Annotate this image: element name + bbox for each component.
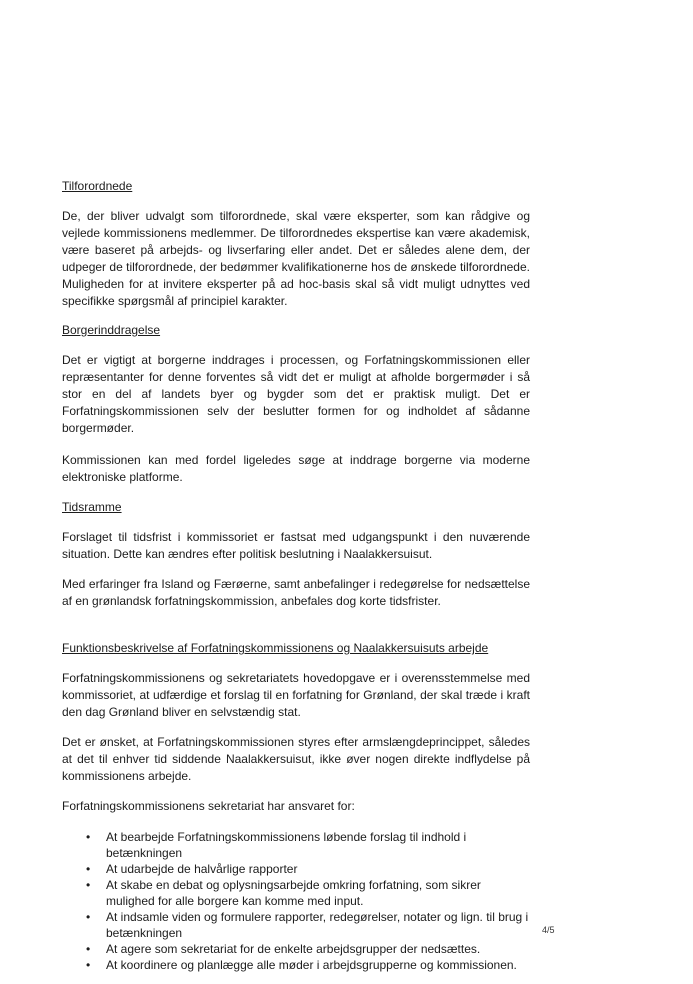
section-heading-tidsramme: Tidsramme: [62, 500, 122, 514]
paragraph: Forfatningskommissionens sekretariat har ansvaret for:: [62, 799, 355, 813]
page-content: [62, 178, 530, 973]
list-item: [86, 861, 530, 877]
page-number: 4/5: [542, 925, 555, 935]
bullet-icon: •: [86, 830, 91, 844]
responsibility-list: [62, 829, 530, 973]
paragraph: Det er vigtigt at borgerne inddrages i processen, og Forfatningskommissionen eller repræsentanter for denne forventes så vidt det er muligt at afholde borgermøder i så stor en del af landets byer og bygder som det er praktisk muligt. Det er Forfatningskommissionen selv der beslutter formen for og indholdet af sådanne borgermøder.: [62, 353, 530, 435]
paragraph: De, der bliver udvalgt som tilforordnede, skal være eksperter, som kan rådgive og vejlede kommissionens medlemmer. De tilforordnedes ekspertise kan være akademisk, være baseret på arbejds- og livserfaring eller andet. Det er således alene dem, der udpeger de tilforordnede, der bedømmer kvalifikationerne hos de ønskede tilforordnede. Muligheden for at invitere eksperter på ad hoc-basis skal så vidt muligt udnyttes ved specifikke spørgsmål af principiel karakter.: [62, 209, 530, 308]
list-item-text: At agere som sekretariat for de enkelte arbejdsgrupper der nedsættes.: [106, 942, 481, 956]
bullet-icon: •: [86, 862, 91, 876]
list-item-text: At bearbejde Forfatningskommissionens løbende forslag til indhold i betænkningen: [106, 830, 467, 860]
list-item-text: At indsamle viden og formulere rapporter, redegørelser, notater og lign. til brug i betænkningen: [106, 910, 529, 940]
paragraph: Kommissionen kan med fordel ligeledes søge at inddrage borgerne via moderne elektroniske platforme.: [62, 453, 530, 484]
paragraph: Forslaget til tidsfrist i kommissoriet er fastsat med udgangspunkt i den nuværende situation. Dette kan ændres efter politisk beslutning i Naalakkersuisut.: [62, 530, 530, 561]
section-heading-tilforordnede: Tilforordnede: [62, 179, 133, 193]
bullet-icon: •: [86, 958, 91, 972]
list-item: [86, 829, 530, 861]
list-item: [86, 957, 530, 973]
section-heading-borgerinddragelse: Borgerinddragelse: [62, 323, 161, 337]
bullet-icon: •: [86, 942, 91, 956]
paragraph: Forfatningskommissionens og sekretariatets hovedopgave er i overensstemmelse med kommissoriet, at udfærdige et forslag til en forfatning for Grønland, der skal træde i kraft den dag Grønland bliver en selvstændig stat.: [62, 671, 530, 719]
list-item: [86, 877, 530, 909]
list-item: [86, 909, 530, 941]
list-item-text: At udarbejde de halvårlige rapporter: [106, 862, 298, 876]
paragraph: Med erfaringer fra Island og Færøerne, samt anbefalinger i redegørelse for nedsættelse af en grønlandsk forfatningskommission, anbefales dog korte tidsfrister.: [62, 577, 530, 608]
list-item-text: At skabe en debat og oplysningsarbejde omkring forfatning, som sikrer mulighed for alle borgere kan komme med input.: [106, 878, 481, 908]
list-item-text: At koordinere og planlægge alle møder i arbejdsgrupperne og kommissionen.: [106, 958, 517, 972]
bullet-icon: •: [86, 878, 91, 892]
list-item: [86, 941, 530, 957]
paragraph: Det er ønsket, at Forfatningskommissionen styres efter armslængdeprincippet, således at det til enhver tid siddende Naalakkersuisut, ikke øver nogen direkte indflydelse på kommissionens arbejde.: [62, 735, 530, 783]
section-heading-funktionsbeskrivelse: Funktionsbeskrivelse af Forfatningskommissionens og Naalakkersuisuts arbejde: [62, 641, 489, 655]
bullet-icon: •: [86, 910, 91, 924]
